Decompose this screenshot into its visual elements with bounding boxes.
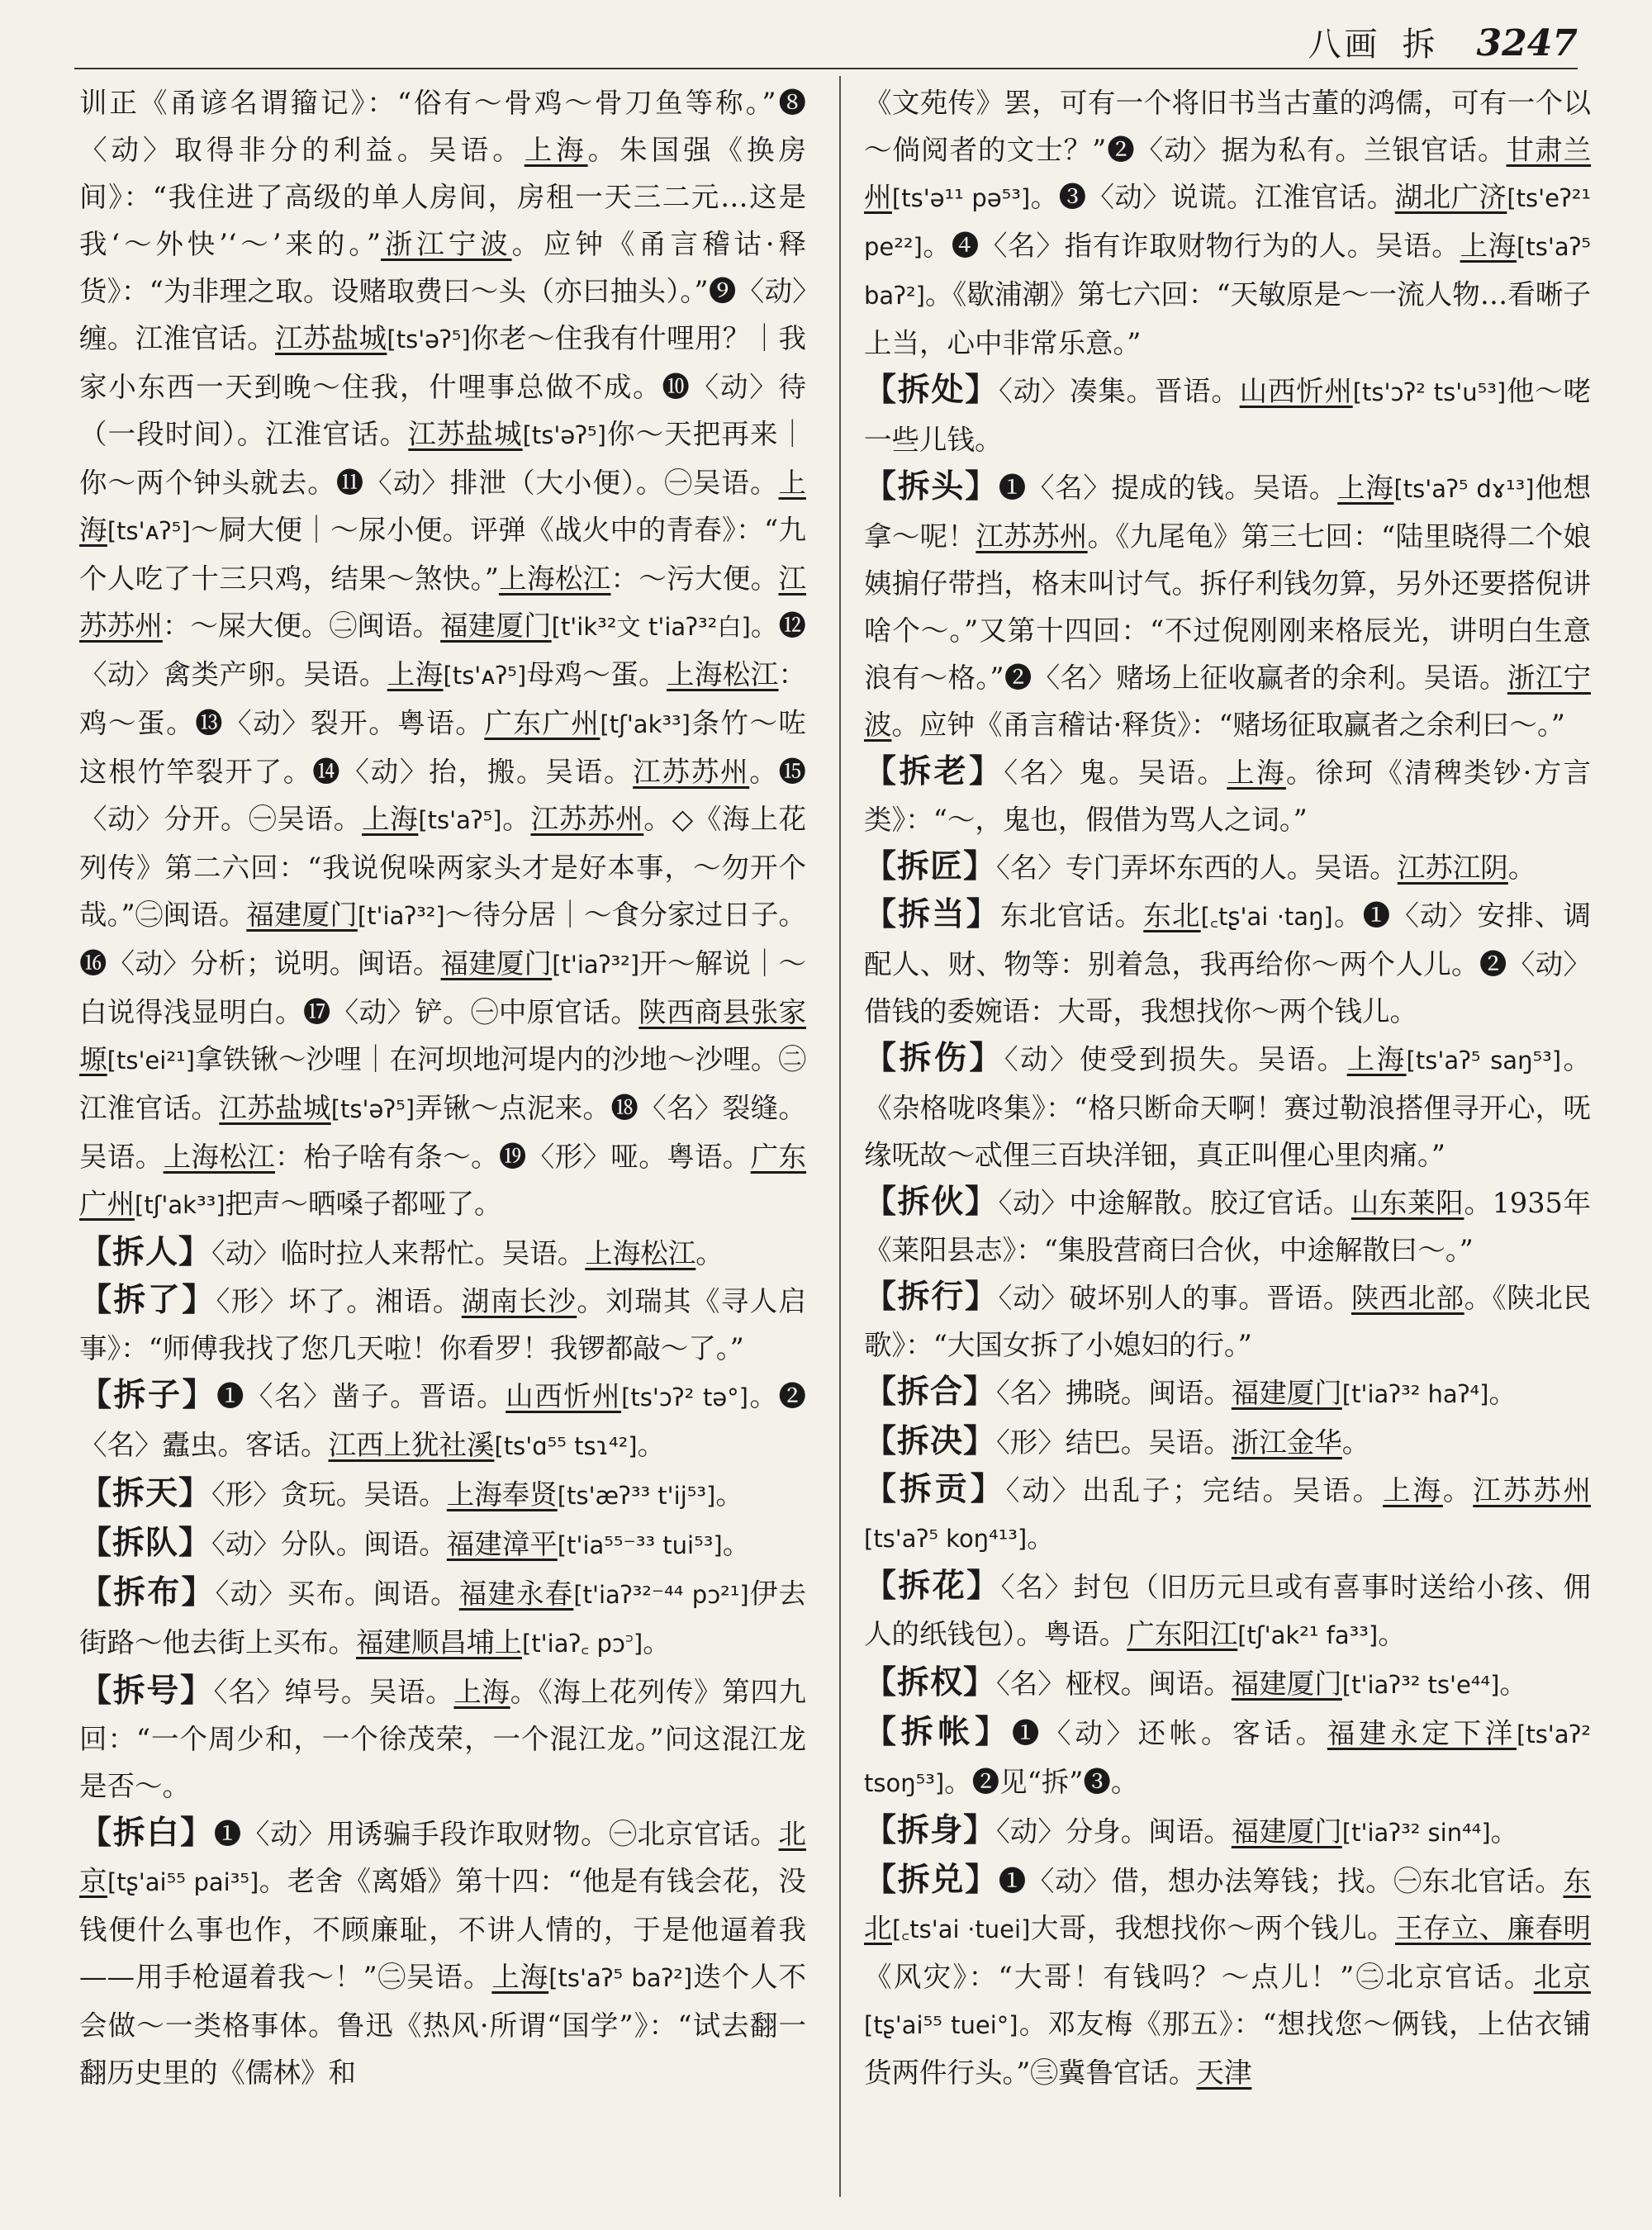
headword: 【拆伤】 <box>864 1039 1004 1077</box>
page-number: 3247 <box>1476 22 1578 64</box>
pronunciation: [t'iaʔ³²] <box>552 951 640 979</box>
place-name: 上海松江 <box>585 1237 696 1269</box>
place-name: 甘肃兰州 <box>864 134 1591 213</box>
entry-chaigong: 【拆贡】〈动〉出乱子；完结。吴语。上海。江苏苏州[ts'aʔ⁵ koŋ⁴¹³]。 <box>864 1470 1591 1554</box>
pronunciation: [ts'aʔ⁵] <box>418 806 502 834</box>
entry-chaidui2: 【拆兑】❶〈动〉借，想办法筹钱；找。㊀东北官话。东北[꜀ts'ai ·tuei]大哥，我想找你～两个钱儿。王存立、廉春明《风灾》：“大哥！有钱吗？～点儿！”㊁北京官话。北京[tʂ'ai⁵⁵ tuei°]。邓友梅《那五》：“想找您～俩钱，上估衣铺货两件行头。”㊂冀鲁官话。天津 <box>864 1861 1592 2089</box>
entry-chaichu: 【拆处】〈动〉凑集。晋语。山西忻州[ts'ɔʔ² ts'u⁵³]他～咾一些儿钱。 <box>864 371 1591 456</box>
pronunciation: [꜀ts'ai ·tuei] <box>891 1915 1031 1943</box>
pronunciation: [ts'əʔ⁵] <box>330 1095 415 1123</box>
entry-continuation: 训正《甬谚名谓籀记》：“俗有～骨鸡～骨刀鱼等称。”❽〈动〉取得非分的利益。吴语。上海。朱国强《换房间》：“我住进了高级的单人房间，房租一天三二元…这是我‘～外快’‘～’来的。”浙江宁波。应钟《甬言稽诂·释货》：“为非理之取。设赌取费曰～头（亦曰抽头）。”❾〈动〉缠。江淮官话。江苏盐城[ts'əʔ⁵]你老～住我有什哩用？｜我家小东西一天到晚～住我，什哩事总做不成。❿〈动〉待（一段时间）。江淮官话。江苏盐城[ts'əʔ⁵]你～天把再来｜你～两个钟头就去。⓫〈动〉排泄（大小便）。㊀吴语。上海[ts'ᴀʔ⁵]～屙大便｜～尿小便。评弹《战火中的青春》：“九个人吃了十三只鸡，结果～煞快。”上海松江：～污大便。江苏苏州：～屎大便。㊁闽语。福建厦门[t'ik³²文 t'iaʔ³²白]。⓬〈动〉禽类产卵。吴语。上海[ts'ᴀʔ⁵]母鸡～蛋。上海松江：鸡～蛋。⓭〈动〉裂开。粤语。广东广州[tʃ'ak³³]条竹～咗这根竹竿裂开了。⓮〈动〉抬，搬。吴语。江苏苏州。⓯〈动〉分开。㊀吴语。上海[ts'aʔ⁵]。江苏苏州。◇《海上花列传》第二六回：“我说倪哚两家头才是好本事，～勿开个哉。”㊁闽语。福建厦门[t'iaʔ³²]～待分居｜～食分家过日子。⓰〈动〉分析；说明。闽语。福建厦门[t'iaʔ³²]开～解说｜～白说得浅显明白。⓱〈动〉铲。㊀中原官话。陕西商县张家塬[ts'ei²¹]拿铁锹～沙哩｜在河坝地河堤内的沙地～沙哩。㊁江淮官话。江苏盐城[ts'əʔ⁵]弄锹～点泥来。⓲〈名〉裂缝。吴语。上海松江：枱子啥有条～。⓳〈形〉哑。粤语。广东广州[tʃ'ak³³]把声～晒嗓子都哑了。 <box>79 87 807 1220</box>
headword: 【拆处】 <box>864 371 999 409</box>
pronunciation: [ts'ei²¹] <box>107 1046 195 1075</box>
place-name: 上海 <box>1460 230 1517 262</box>
place-name: 上海 <box>1337 472 1394 504</box>
place-name: 上海 <box>387 658 444 690</box>
place-name: 山东莱阳 <box>1351 1187 1464 1219</box>
place-name: 上海松江 <box>163 1141 276 1173</box>
section-label: 八画 <box>1308 26 1381 64</box>
place-name: 福建厦门 <box>1231 1377 1342 1409</box>
place-name: 福建漳平 <box>446 1528 558 1560</box>
pronunciation: [tʃ'ak³³] <box>600 710 691 738</box>
place-name: 浙江宁波 <box>864 662 1591 741</box>
pronunciation: [tʂ'ai⁵⁵ pai³⁵] <box>107 1868 259 1896</box>
entry-chailao: 【拆老】〈名〉鬼。吴语。上海。徐珂《清稗类钞·方言类》：“～，鬼也，假借为骂人之词。” <box>864 752 1591 836</box>
headword: 【拆决】 <box>864 1422 997 1460</box>
place-name: 江苏苏州 <box>976 520 1088 553</box>
headword: 【拆子】 <box>79 1376 217 1414</box>
place-name: 北京 <box>1533 1961 1591 1993</box>
place-name: 上海 <box>1227 757 1286 789</box>
pronunciation: [ts'əʔ⁵] <box>387 325 471 353</box>
place-name: 福建厦门 <box>440 610 552 642</box>
headword: 【拆贡】 <box>864 1470 1006 1508</box>
pronunciation: [ts'aʔ² tsoŋ⁵³] <box>864 1720 1591 1797</box>
entry-chaidang: 【拆当】东北官话。东北[꜀tʂ'ai ·taŋ]。❶〈动〉安排、调配人、财、物等：别着急，我再给你～两个人儿。❷〈动〉借钱的委婉语：大哥，我想找你～两个钱儿。 <box>864 895 1591 1027</box>
place-name: 上海 <box>1346 1043 1407 1075</box>
headword: 【拆布】 <box>79 1573 216 1611</box>
pronunciation: [ts'ɔʔ² tə°] <box>621 1383 748 1412</box>
header-rule <box>74 68 1578 69</box>
entry-chaibu: 【拆布】〈动〉买布。闽语。福建永春[t'iaʔ³²⁻⁴⁴ pɔ²¹]伊去街路～他去街上买布。福建顺昌埔上[t'iaʔ꜀ pɔ꜄]。 <box>79 1573 807 1658</box>
headword: 【拆行】 <box>864 1278 999 1316</box>
pronunciation: [tʃ'ak³³] <box>135 1191 225 1219</box>
place-name: 福建厦门 <box>246 899 358 931</box>
headword: 【拆了】 <box>79 1281 216 1319</box>
page-header <box>1308 18 1578 65</box>
place-name: 上海松江 <box>667 658 779 690</box>
entry-chaijue: 【拆决】〈形〉结巴。吴语。浙江金华。 <box>864 1422 1370 1460</box>
place-name: 广东广州 <box>484 707 601 739</box>
pronunciation: [t'iaʔ꜀ pɔ꜄] <box>522 1630 643 1658</box>
place-name: 广东阳江 <box>1127 1618 1238 1650</box>
place-name: 山西忻州 <box>1239 375 1353 407</box>
left-column <box>79 79 806 2096</box>
entry-chaizi: 【拆子】❶〈名〉凿子。晋语。山西忻州[ts'ɔʔ² tə°]。❷〈名〉蠹虫。客话。江西上犹社溪[ts'ɑ⁵⁵ tsɿ⁴²]。 <box>79 1376 806 1461</box>
entry-chaile: 【拆了】〈形〉坏了。湘语。湖南长沙。刘瑞其《寻人启事》：“师傅我找了您几天啦！你看罗！我锣都敲～了。” <box>79 1281 806 1364</box>
headword: 【拆兑】 <box>864 1861 999 1899</box>
place-name: 江苏江阴 <box>1397 852 1508 884</box>
place-name: 上海松江 <box>498 562 611 595</box>
radical-label: 拆 <box>1402 26 1436 64</box>
entry-chaihang: 【拆行】〈动〉破坏别人的事。晋语。陕西北部。《陕北民歌》：“大国女拆了小媳妇的行。” <box>864 1278 1592 1361</box>
place-name: 江苏盐城 <box>219 1092 331 1124</box>
place-name: 江苏苏州 <box>633 756 750 788</box>
place-name: 天津 <box>1196 2057 1252 2089</box>
place-name: 江苏苏州 <box>79 562 806 642</box>
pronunciation: [ts'ɑ⁵⁵ tsɿ⁴²] <box>494 1432 638 1460</box>
entry-chaiquan: 【拆权】〈名〉桠杈。闽语。福建厦门[t'iaʔ³² ts'e⁴⁴]。 <box>864 1663 1527 1701</box>
place-name: 福建厦门 <box>1231 1668 1342 1700</box>
entry-chairen: 【拆人】〈动〉临时拉人来帮忙。吴语。上海松江。 <box>79 1233 724 1271</box>
headword: 【拆天】 <box>79 1474 212 1512</box>
headword: 【拆权】 <box>864 1663 997 1701</box>
place-name: 王存立、廉春明 <box>1394 1912 1592 1944</box>
headword: 【拆老】 <box>864 752 1004 790</box>
place-name: 上海 <box>361 803 419 835</box>
headword: 【拆匠】 <box>864 847 997 885</box>
place-name: 福建顺昌埔上 <box>356 1626 522 1658</box>
place-name: 江苏苏州 <box>530 803 644 835</box>
pronunciation: [꜀tʂ'ai ·taŋ] <box>1200 903 1333 931</box>
place-name: 江苏盐城 <box>408 418 523 450</box>
place-name: 北京 <box>79 1818 806 1897</box>
pronunciation: [ts'eʔ²¹ pe²²] <box>864 184 1591 261</box>
place-name: 江苏苏州 <box>1473 1474 1591 1506</box>
place-name: 上海 <box>79 467 806 546</box>
entry-continuation: 《文苑传》罢，可有一个将旧书当古董的鸿儒，可有一个以～倘阅者的文士？”❷〈动〉据为私有。兰银官话。甘肃兰州[ts'ə¹¹ pə⁵³]。❸〈动〉说谎。江淮官话。湖北广济[ts'eʔ²¹ pe²²]。❹〈名〉指有诈取财物行为的人。吴语。上海[ts'aʔ⁵ baʔ²]。《歇浦潮》第七六回：“天敏原是～一流人物…看晰子上当，心中非常乐意。” <box>864 87 1592 359</box>
place-name: 东北 <box>864 1865 1591 1944</box>
entry-chaishang: 【拆伤】〈动〉使受到损失。吴语。上海[ts'aʔ⁵ saŋ⁵³]。《杂格咙咚集》：“格只断命天啊！赛过勒浪搭俚寻开心，呒缘呒故～忒俚三百块洋钿，真正叫俚心里肉痛。” <box>864 1039 1591 1171</box>
place-name: 福建永定下洋 <box>1327 1717 1517 1749</box>
place-name: 陕西商县张家塬 <box>79 996 807 1075</box>
headword: 【拆合】 <box>864 1373 997 1411</box>
headword: 【拆头】 <box>864 467 999 505</box>
pronunciation: [ts'aʔ⁵ baʔ²] <box>548 1964 693 1992</box>
headword: 【拆身】 <box>864 1811 997 1849</box>
column-divider <box>839 76 841 2197</box>
headword: 【拆当】 <box>864 895 1000 933</box>
place-name: 上海 <box>453 1676 510 1708</box>
pronunciation: [ts'aʔ⁵ dɤ¹³] <box>1393 475 1535 503</box>
place-name: 上海奉贤 <box>446 1478 558 1511</box>
entry-chaihe: 【拆合】〈名〉拂晓。闽语。福建厦门[t'iaʔ³² haʔ⁴]。 <box>864 1373 1517 1411</box>
headword: 【拆花】 <box>864 1567 1001 1605</box>
headword: 【拆人】 <box>79 1233 212 1271</box>
pronunciation: [t'iaʔ³² haʔ⁴] <box>1341 1380 1489 1408</box>
place-name: 湖南长沙 <box>461 1285 577 1317</box>
place-name: 陕西北部 <box>1351 1282 1464 1314</box>
headword: 【拆白】 <box>79 1814 214 1852</box>
entry-chaihuo: 【拆伙】〈动〉中途解散。胶辽官话。山东莱阳。1935年《莱阳县志》：“集股营商曰合伙，中途解散曰～。” <box>864 1183 1591 1266</box>
pronunciation: [ts'ᴀʔ⁵] <box>443 662 527 690</box>
entry-chaidui: 【拆队】〈动〉分队。闽语。福建漳平[t'ia⁵⁵⁻³³ tui⁵³]。 <box>79 1524 751 1562</box>
pronunciation: [tʃ'ak²¹ fa³³] <box>1237 1621 1379 1649</box>
right-column <box>864 79 1591 2096</box>
place-name: 东北 <box>1143 899 1201 932</box>
headword: 【拆队】 <box>79 1524 212 1562</box>
place-name: 浙江宁波 <box>381 228 512 260</box>
pronunciation: [ts'əʔ⁵] <box>522 421 606 449</box>
pronunciation: [ts'ᴀʔ⁵] <box>107 517 191 545</box>
entry-chaijiang: 【拆匠】〈名〉专门弄坏东西的人。吴语。江苏江阴。 <box>864 847 1536 885</box>
pronunciation: [ts'ɔʔ² ts'u⁵³] <box>1352 378 1507 406</box>
place-name: 上海 <box>491 1961 549 1993</box>
pronunciation: [t'ia⁵⁵⁻³³ tui⁵³] <box>557 1531 723 1559</box>
entry-chaihao: 【拆号】〈名〉绰号。吴语。上海。《海上花列传》第四九回：“一个周少和，一个徐茂荣，一个混江龙。”问这混江龙是否～。 <box>79 1672 807 1802</box>
pronunciation: [t'ik³²文 t'iaʔ³²白] <box>551 613 751 641</box>
pronunciation: [ts'aʔ⁵ saŋ⁵³] <box>1406 1046 1562 1075</box>
entry-chaitou: 【拆头】❶〈名〉提成的钱。吴语。上海[ts'aʔ⁵ dɤ¹³]他想拿～呢！江苏苏州。《九尾龟》第三七回：“陆里晓得二个娘姨掮仔带挡，格末叫讨气。拆仔利钱勿算，另外还要搭倪讲啥个～。”又第十四回：“不过倪刚刚来格辰光，讲明白生意浪有～格。”❷〈名〉赌场上征收赢者的余利。吴语。浙江宁波。应钟《甬言稽诂·释货》：“赌场征取赢者之余利曰～。” <box>864 467 1591 741</box>
place-name: 广东广州 <box>79 1141 807 1220</box>
entry-chaitian: 【拆天】〈形〉贪玩。吴语。上海奉贤[ts'æʔ³³ t'ij⁵³]。 <box>79 1474 743 1512</box>
entry-chaizhang: 【拆帐】❶〈动〉还帐。客话。福建永定下洋[ts'aʔ² tsoŋ⁵³]。❷见“拆”❸。 <box>864 1713 1591 1798</box>
pronunciation: [ts'æʔ³³ t'ij⁵³] <box>557 1482 716 1510</box>
place-name: 江西上犹社溪 <box>328 1429 495 1461</box>
place-name: 上海 <box>1383 1474 1443 1506</box>
place-name: 福建永春 <box>458 1578 574 1610</box>
pronunciation: [ts'aʔ⁵ koŋ⁴¹³] <box>864 1525 1028 1553</box>
pronunciation: [ts'ə¹¹ pə⁵³] <box>891 184 1031 212</box>
entry-chaihua: 【拆花】〈名〉封包（旧历元旦或有喜事时送给小孩、佣人的纸钱包）。粤语。广东阳江[tʃ'ak²¹ fa³³]。 <box>864 1567 1591 1650</box>
pronunciation: [tʂ'ai⁵⁵ tuei°] <box>864 2011 1018 2039</box>
place-name: 上海 <box>524 134 588 166</box>
place-name: 山西忻州 <box>506 1380 622 1412</box>
place-name: 江苏盐城 <box>274 322 387 354</box>
entry-chaishen: 【拆身】〈动〉分身。闽语。福建厦门[t'iaʔ³² sin⁴⁴]。 <box>864 1811 1519 1849</box>
headword: 【拆伙】 <box>864 1183 999 1221</box>
pronunciation: [t'iaʔ³² sin⁴⁴] <box>1341 1819 1491 1847</box>
pronunciation: [ts'aʔ⁵ baʔ²] <box>864 233 1592 310</box>
pronunciation: [t'iaʔ³²] <box>357 902 445 930</box>
pronunciation: [t'iaʔ³²⁻⁴⁴ pɔ²¹] <box>573 1581 749 1609</box>
headword: 【拆号】 <box>79 1672 214 1710</box>
headword: 【拆帐】 <box>864 1713 1012 1751</box>
place-name: 湖北广济 <box>1394 181 1507 213</box>
pronunciation: [t'iaʔ³² ts'e⁴⁴] <box>1341 1671 1500 1699</box>
place-name: 福建厦门 <box>440 947 553 980</box>
entry-chaibai: 【拆白】❶〈动〉用诱骗手段诈取财物。㊀北京官话。北京[tʂ'ai⁵⁵ pai³⁵]。老舍《离婚》第十四：“他是有钱会花，没钱便什么事也作，不顾廉耻，不讲人情的，于是他逼着我——用手枪逼着我～！”㊁吴语。上海[ts'aʔ⁵ baʔ²]迭个人不会做～一类格事体。鲁迅《热风·所谓“国学”》：“试去翻一翻历史里的《儒林》和 <box>79 1814 807 2089</box>
place-name: 福建厦门 <box>1231 1815 1342 1848</box>
place-name: 浙江金华 <box>1231 1426 1342 1459</box>
